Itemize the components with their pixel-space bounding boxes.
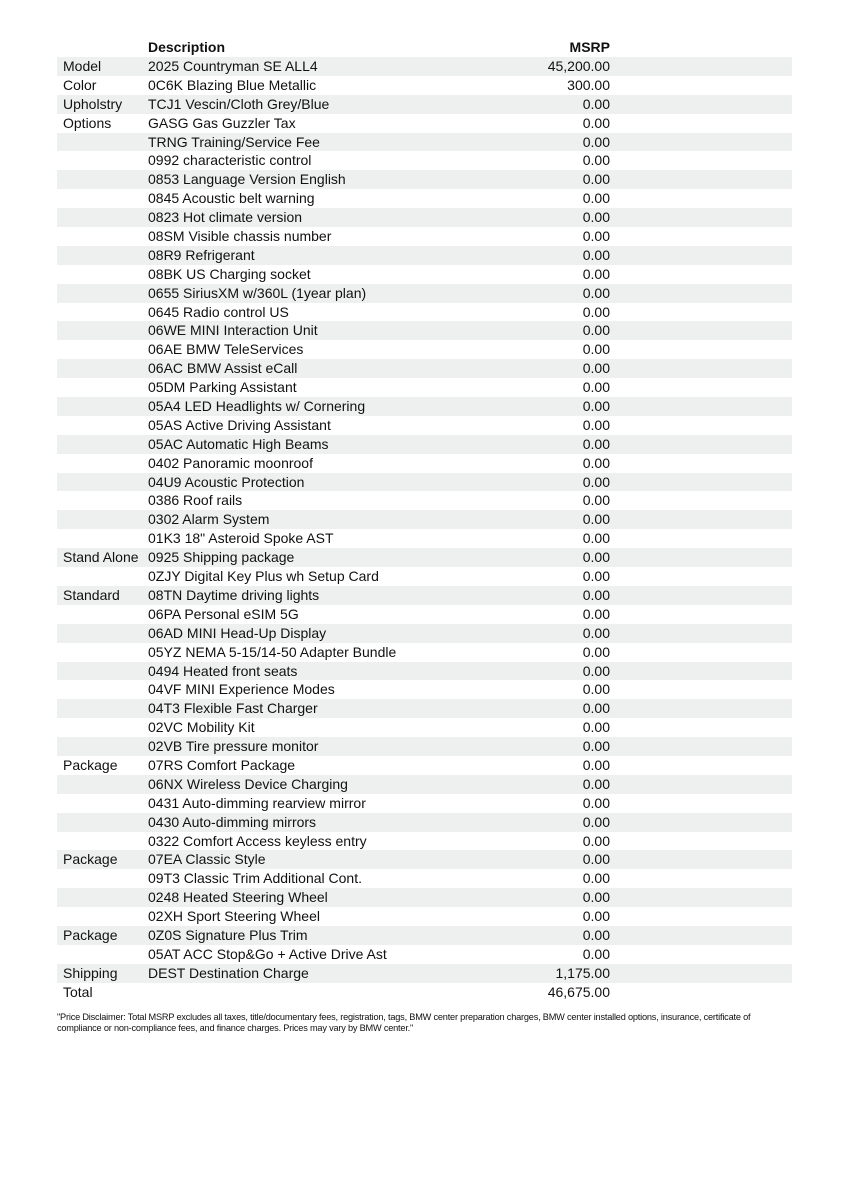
- row-description: 07RS Comfort Package: [148, 756, 296, 773]
- row-msrp: 0.00: [582, 605, 610, 622]
- row-description: 04T3 Flexible Fast Charger: [148, 700, 318, 717]
- row-msrp: 0.00: [582, 926, 610, 943]
- row-description: 0845 Acoustic belt warning: [148, 190, 315, 207]
- row-description: 01K3 18" Asteroid Spoke AST: [148, 530, 334, 547]
- row-description: 0925 Shipping package: [148, 549, 295, 566]
- row-msrp: 0.00: [582, 190, 610, 207]
- row-description: 06PA Personal eSIM 5G: [148, 605, 299, 622]
- table-row: [57, 869, 792, 888]
- row-description: 06AE BMW TeleServices: [148, 341, 304, 358]
- row-msrp: 0.00: [582, 681, 610, 698]
- row-description: 09T3 Classic Trim Additional Cont.: [148, 870, 362, 887]
- row-msrp: 0.00: [582, 360, 610, 377]
- row-msrp: 1,175.00: [555, 964, 610, 981]
- row-msrp: 0.00: [582, 341, 610, 358]
- row-msrp: 0.00: [582, 246, 610, 263]
- row-description: 02XH Sport Steering Wheel: [148, 908, 320, 925]
- row-msrp: 0.00: [582, 851, 610, 868]
- row-description: 0402 Panoramic moonroof: [148, 454, 313, 471]
- row-description: 0386 Roof rails: [148, 492, 243, 509]
- table-row: [57, 548, 792, 567]
- table-row: [57, 133, 792, 152]
- table-row: [57, 265, 792, 284]
- row-msrp: 0.00: [582, 945, 610, 962]
- row-msrp: 0.00: [582, 832, 610, 849]
- row-category: Stand Alone: [63, 549, 139, 566]
- table-row: [57, 246, 792, 265]
- row-category: Options: [63, 114, 112, 131]
- row-msrp: 0.00: [582, 265, 610, 282]
- row-msrp: 0.00: [582, 114, 610, 131]
- row-description: 08BK US Charging socket: [148, 265, 311, 282]
- table-row: [57, 491, 792, 510]
- row-description: 05AT ACC Stop&Go + Active Drive Ast: [148, 945, 387, 962]
- table-row: [57, 832, 792, 851]
- table-row: [57, 567, 792, 586]
- row-description: 05AC Automatic High Beams: [148, 435, 329, 452]
- table-row: [57, 397, 792, 416]
- table-row: [57, 76, 792, 95]
- row-category: Package: [63, 926, 118, 943]
- row-description: 08R9 Refrigerant: [148, 246, 255, 263]
- row-description: 0430 Auto-dimming mirrors: [148, 813, 317, 830]
- row-msrp: 0.00: [582, 568, 610, 585]
- table-row: [57, 624, 792, 643]
- row-description: 0322 Comfort Access keyless entry: [148, 832, 367, 849]
- row-msrp: 0.00: [582, 416, 610, 433]
- table-row: [57, 888, 792, 907]
- row-description: 0655 SiriusXM w/360L (1year plan): [148, 284, 367, 301]
- table-row: [57, 756, 792, 775]
- row-msrp: 0.00: [582, 794, 610, 811]
- row-msrp: 0.00: [582, 662, 610, 679]
- row-description: TRNG Training/Service Fee: [148, 133, 320, 150]
- table-row: [57, 680, 792, 699]
- row-category: Total: [63, 983, 93, 1000]
- table-row: [57, 529, 792, 548]
- table-row: [57, 359, 792, 378]
- row-description: 05YZ NEMA 5-15/14-50 Adapter Bundle: [148, 643, 397, 660]
- table-row: [57, 699, 792, 718]
- row-description: GASG Gas Guzzler Tax: [148, 114, 296, 131]
- row-description: 0823 Hot climate version: [148, 209, 303, 226]
- table-row: [57, 605, 792, 624]
- row-msrp: 0.00: [582, 284, 610, 301]
- row-msrp: 0.00: [582, 549, 610, 566]
- row-description: 06WE MINI Interaction Unit: [148, 322, 318, 339]
- table-row: [57, 95, 792, 114]
- row-msrp: 0.00: [582, 322, 610, 339]
- row-category: Package: [63, 851, 118, 868]
- row-msrp: 0.00: [582, 379, 610, 396]
- table-row: [57, 907, 792, 926]
- table-header: [57, 38, 792, 57]
- row-description: DEST Destination Charge: [148, 964, 309, 981]
- row-description: 0248 Heated Steering Wheel: [148, 889, 328, 906]
- row-description: 04VF MINI Experience Modes: [148, 681, 335, 698]
- row-msrp: 0.00: [582, 624, 610, 641]
- row-description: 0C6K Blazing Blue Metallic: [148, 76, 317, 93]
- row-description: 06NX Wireless Device Charging: [148, 775, 348, 792]
- row-msrp: 0.00: [582, 171, 610, 188]
- row-description: 0992 characteristic control: [148, 152, 312, 169]
- table-row: [57, 57, 792, 76]
- table-row: [57, 510, 792, 529]
- row-description: 07EA Classic Style: [148, 851, 266, 868]
- row-msrp: 0.00: [582, 228, 610, 245]
- table-row: [57, 151, 792, 170]
- table-row: [57, 416, 792, 435]
- row-msrp: 46,675.00: [547, 983, 610, 1000]
- table-row: [57, 718, 792, 737]
- row-description: 2025 Countryman SE ALL4: [148, 58, 318, 74]
- row-msrp: 0.00: [582, 700, 610, 717]
- table-row: [57, 586, 792, 605]
- table-row: [57, 189, 792, 208]
- row-description: 0494 Heated front seats: [148, 662, 298, 679]
- table-row: [57, 378, 792, 397]
- row-description: 0431 Auto-dimming rearview mirror: [148, 794, 366, 811]
- row-description: 0853 Language Version English: [148, 171, 346, 188]
- table-row: [57, 284, 792, 303]
- row-description: 0645 Radio control US: [148, 303, 289, 320]
- row-description: 04U9 Acoustic Protection: [148, 473, 305, 490]
- row-msrp: 0.00: [582, 643, 610, 660]
- table-row: [57, 926, 792, 945]
- row-description: 08TN Daytime driving lights: [148, 586, 320, 603]
- row-msrp: 0.00: [582, 398, 610, 415]
- row-description: 06AC BMW Assist eCall: [148, 360, 298, 377]
- row-description: 05A4 LED Headlights w/ Cornering: [148, 398, 366, 415]
- row-msrp: 0.00: [582, 813, 610, 830]
- table-row: [57, 473, 792, 492]
- table-row: [57, 794, 792, 813]
- table-row: [57, 643, 792, 662]
- row-description: 0ZJY Digital Key Plus wh Setup Card: [148, 568, 379, 585]
- row-msrp: 0.00: [582, 511, 610, 528]
- row-description: 02VC Mobility Kit: [148, 719, 255, 736]
- row-msrp: 0.00: [582, 95, 610, 112]
- row-category: Model: [63, 58, 102, 74]
- row-msrp: 0.00: [582, 908, 610, 925]
- row-msrp: 0.00: [582, 775, 610, 792]
- row-msrp: 0.00: [582, 889, 610, 906]
- table-row: [57, 321, 792, 340]
- row-description: 0302 Alarm System: [148, 511, 270, 528]
- row-category: Shipping: [63, 964, 118, 981]
- price-disclaimer: "Price Disclaimer: Total MSRP excludes all taxes, title/documentary fees, registration, tags, BMW center preparation charges, BMW center installed options, insurance, certificate of compliance or non-compliance fees, and finance charges. Prices may vary by BMW center.": [57, 1012, 751, 1033]
- row-msrp: 0.00: [582, 435, 610, 452]
- row-msrp: 45,200.00: [547, 58, 610, 74]
- row-description: 05DM Parking Assistant: [148, 379, 297, 396]
- row-category: Package: [63, 756, 118, 773]
- row-category: Standard: [63, 586, 120, 603]
- row-description: TCJ1 Vescin/Cloth Grey/Blue: [148, 95, 330, 112]
- table-row: [57, 435, 792, 454]
- msrp-sheet: [57, 38, 792, 1002]
- table-row: [57, 303, 792, 322]
- row-msrp: 0.00: [582, 152, 610, 169]
- table-row: [57, 114, 792, 133]
- table-row: [57, 340, 792, 359]
- table-row: [57, 737, 792, 756]
- table-row: [57, 775, 792, 794]
- row-description: 02VB Tire pressure monitor: [148, 738, 319, 755]
- table-row: [57, 454, 792, 473]
- row-msrp: 300.00: [567, 76, 610, 93]
- table-row: [57, 983, 792, 1002]
- row-msrp: 0.00: [582, 473, 610, 490]
- line-items: [57, 57, 792, 1002]
- table-row: [57, 945, 792, 964]
- row-description: 05AS Active Driving Assistant: [148, 416, 331, 433]
- table-row: [57, 662, 792, 681]
- row-category: Color: [63, 76, 97, 93]
- row-msrp: 0.00: [582, 454, 610, 471]
- table-row: [57, 170, 792, 189]
- row-msrp: 0.00: [582, 492, 610, 509]
- row-msrp: 0.00: [582, 719, 610, 736]
- table-row: [57, 208, 792, 227]
- row-msrp: 0.00: [582, 303, 610, 320]
- row-description: 08SM Visible chassis number: [148, 228, 332, 245]
- row-msrp: 0.00: [582, 870, 610, 887]
- description-header: Description: [148, 39, 226, 55]
- msrp-header: MSRP: [569, 39, 610, 55]
- row-description: 06AD MINI Head-Up Display: [148, 624, 327, 641]
- row-msrp: 0.00: [582, 530, 610, 547]
- row-msrp: 0.00: [582, 756, 610, 773]
- row-msrp: 0.00: [582, 738, 610, 755]
- row-category: Upholstry: [63, 95, 123, 112]
- row-msrp: 0.00: [582, 133, 610, 150]
- row-msrp: 0.00: [582, 209, 610, 226]
- row-description: 0Z0S Signature Plus Trim: [148, 926, 308, 943]
- table-row: [57, 813, 792, 832]
- table-row: [57, 227, 792, 246]
- table-row: [57, 964, 792, 983]
- row-msrp: 0.00: [582, 586, 610, 603]
- table-row: [57, 850, 792, 869]
